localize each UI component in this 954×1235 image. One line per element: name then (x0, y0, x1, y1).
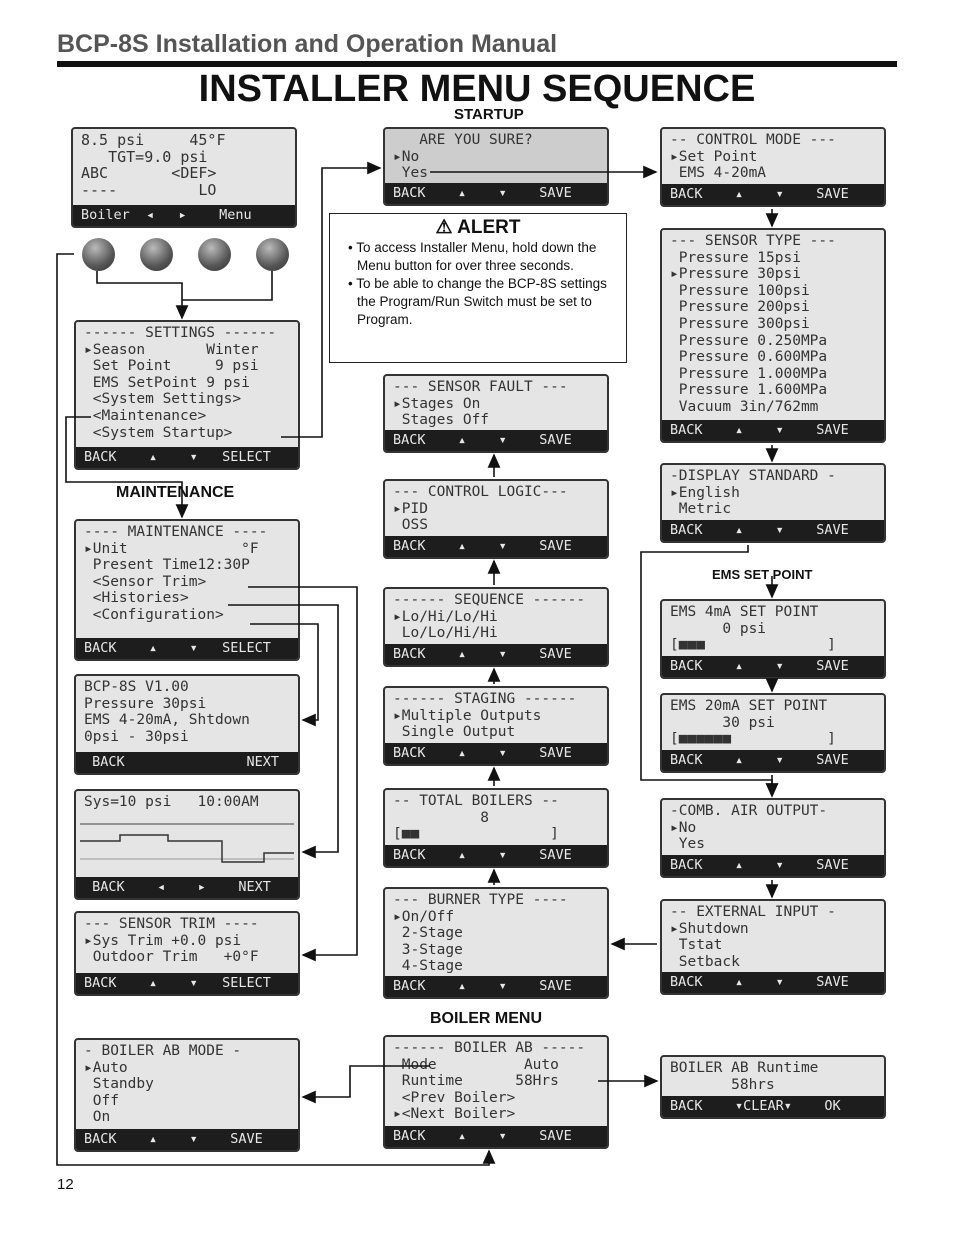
screen-line: ▸On/Off (393, 908, 455, 925)
screen-line: ------ SETTINGS ------ (84, 325, 277, 341)
soft-key-bar[interactable]: BACK ▴ ▾ SAVE (76, 1129, 298, 1150)
soft-key-bar[interactable]: BACK ▴ ▾ SELECT (76, 447, 298, 468)
screen-line: - BOILER AB MODE - (84, 1043, 242, 1059)
screen-line: ▸<Next Boiler> (393, 1106, 516, 1123)
screen-line: Lo/Lo/Hi/Hi (393, 625, 498, 642)
screen-line: 8 (393, 809, 490, 826)
soft-key-bar[interactable]: BACK ▴ ▾ SAVE (385, 536, 607, 557)
soft-key-bar[interactable]: BACK ▴ ▾ SELECT (76, 638, 298, 659)
document-title: BCP-8S Installation and Operation Manual (57, 30, 558, 58)
screen-line: ▸No (670, 819, 697, 836)
screen-line: OSS (393, 517, 428, 534)
screen-line: Yes (670, 836, 705, 853)
page-number: 12 (57, 1176, 74, 1193)
screen-line: -- CONTROL MODE --- (670, 132, 836, 148)
screen-line: ▸Sys Trim +0.0 psi (84, 932, 242, 949)
screen-line: ▸Set Point (670, 148, 758, 165)
screen-line: Stages Off (393, 412, 490, 429)
maintenance-label: MAINTENANCE (116, 484, 235, 501)
screen-line: Runtime 58Hrs (393, 1073, 559, 1090)
screen-line: Tstat (670, 937, 723, 954)
screen-line: Pressure 0.600MPa (670, 349, 828, 366)
soft-key-bar[interactable]: BACK ▴ ▾ SELECT (76, 973, 298, 994)
startup-label: STARTUP (454, 106, 524, 123)
screen-line: ------ BOILER AB ----- (393, 1040, 586, 1056)
screen-line: Pressure 300psi (670, 315, 810, 332)
screen-line: ▸Unit °F (84, 540, 259, 557)
page-title: INSTALLER MENU SEQUENCE (198, 68, 756, 110)
screen-line: Pressure 100psi (670, 282, 810, 299)
soft-key-bar[interactable]: BACK ▴ ▾ SAVE (662, 972, 884, 993)
screen-line: Yes (393, 165, 428, 182)
soft-key-bar[interactable]: BACK ▴ ▾ SAVE (385, 430, 607, 451)
screen-line: 30 psi (670, 714, 775, 731)
screen-line: Pressure 200psi (670, 299, 810, 316)
screen-line: Standby (84, 1076, 154, 1093)
screen-line: Single Output (393, 724, 516, 741)
screen-line: <Histories> (84, 590, 189, 607)
screen-line: [■■ ] (393, 826, 559, 843)
screen-line: -COMB. AIR OUTPUT- (670, 803, 828, 819)
screen-line: ▸Pressure 30psi (670, 266, 801, 283)
soft-key-bar[interactable]: BACK ▴ ▾ SAVE (662, 184, 884, 205)
screen-line: ---- LO (81, 180, 217, 199)
soft-key-bar[interactable]: BACK ▴ ▾ SAVE (662, 855, 884, 876)
soft-key-bar[interactable]: BACK ▴ ▾ SAVE (385, 1126, 607, 1147)
screen-line: EMS 4mA SET POINT (670, 604, 819, 620)
screen-line: [■■■■■■ ] (670, 731, 836, 748)
screen-line: EMS 20mA SET POINT (670, 698, 828, 714)
screen-line: On (84, 1109, 111, 1126)
alert-item: • To access Installer Menu, hold down the Menu button for over three seconds. (348, 240, 597, 273)
screen-line: Vacuum 3in/762mm (670, 398, 819, 415)
screen-line: 2-Stage (393, 925, 463, 942)
soft-key-bar[interactable]: BACK ▴ ▾ SAVE (385, 644, 607, 665)
screen-line: Set Point 9 psi (84, 358, 259, 375)
screen-line: Present Time12:30P (84, 557, 250, 574)
screen-line: --- BURNER TYPE ---- (393, 892, 568, 908)
screen-line: Pressure 0.250MPa (670, 332, 828, 349)
screen-line: 4-Stage (393, 958, 463, 975)
soft-key-bar[interactable]: BACK ▴ ▾ SAVE (662, 420, 884, 441)
screen-line: Setback (670, 953, 740, 970)
screen-line: ARE YOU SURE? (393, 132, 533, 148)
soft-key-bar[interactable]: Boiler ◂ ▸ Menu (73, 205, 295, 226)
screen-line: ABC <DEF> (81, 164, 217, 183)
soft-key-bar[interactable]: BACK ▾CLEAR▾ OK (662, 1096, 884, 1117)
screen-line: -- TOTAL BOILERS -- (393, 793, 559, 809)
screen-line: Off (84, 1092, 119, 1109)
screen-line: 8.5 psi 45°F (81, 131, 226, 149)
screen-line: EMS 4-20mA (670, 165, 767, 182)
alert-title: ALERT (457, 217, 521, 238)
screen-line: <Prev Boiler> (393, 1089, 516, 1106)
screen-line: --- SENSOR FAULT --- (393, 379, 568, 395)
screen-line: Mode Auto (393, 1056, 559, 1073)
screen-line: <Configuration> (84, 606, 224, 623)
screen-line: -- EXTERNAL INPUT - (670, 904, 836, 920)
screen-line: ------ STAGING ------ (393, 691, 577, 707)
screen-line: Pressure 1.600MPa (670, 382, 828, 399)
screen-line: Pressure 15psi (670, 249, 801, 266)
screen-line: 0psi - 30psi (84, 728, 189, 745)
soft-key-bar[interactable]: BACK ◂ ▸ NEXT (76, 877, 298, 898)
screen-line: EMS 4-20mA, Shtdown (84, 712, 250, 729)
screen-line: --- SENSOR TRIM ---- (84, 916, 259, 932)
screen-line: BCP-8S V1.00 (84, 679, 189, 695)
screen-line: EMS SetPoint 9 psi (84, 374, 250, 391)
screen-line: 0 psi (670, 620, 767, 637)
ems-set-point-label: EMS SET POINT (712, 567, 813, 582)
soft-key-bar[interactable]: BACK ▴ ▾ SAVE (662, 656, 884, 677)
screen-line: -DISPLAY STANDARD - (670, 468, 836, 484)
screen-line: --- CONTROL LOGIC--- (393, 484, 568, 500)
screen-line: ------ SEQUENCE ------ (393, 592, 586, 608)
screen-line: ▸Multiple Outputs (393, 707, 542, 724)
screen-line: <System Settings> (84, 391, 242, 408)
screen-line: ▸No (393, 148, 420, 165)
boiler-menu-label: BOILER MENU (430, 1010, 542, 1027)
screen-line: [■■■ ] (670, 637, 836, 654)
screen-line: --- SENSOR TYPE --- (670, 233, 836, 249)
soft-key-bar[interactable]: BACK ▴ ▾ SAVE (385, 976, 607, 997)
screen-line: <Sensor Trim> (84, 573, 207, 590)
screen-line: ▸Lo/Hi/Lo/Hi (393, 608, 498, 625)
soft-key-bar[interactable]: BACK NEXT (76, 752, 298, 773)
screen-line: Metric (670, 501, 732, 518)
screen-line: <System Startup> (84, 424, 233, 441)
soft-key-bar[interactable]: BACK ▴ ▾ SAVE (662, 750, 884, 771)
warning-icon: ⚠ (435, 217, 453, 238)
soft-key-bar[interactable]: BACK ▴ ▾ SAVE (385, 743, 607, 764)
screen-line: ▸Shutdown (670, 920, 749, 937)
screen-line: 3-Stage (393, 941, 463, 958)
screen-line: Pressure 1.000MPa (670, 365, 828, 382)
screen-line: TGT=9.0 psi (81, 147, 208, 166)
screen-line: ▸Auto (84, 1059, 128, 1076)
soft-key-bar[interactable]: BACK ▴ ▾ SAVE (662, 520, 884, 541)
screen-line: ▸PID (393, 500, 428, 517)
screen-line: Outdoor Trim +0°F (84, 949, 259, 966)
soft-key-bar[interactable]: BACK ▴ ▾ SAVE (385, 845, 607, 866)
screen-line: Pressure 30psi (84, 695, 207, 712)
screen-line: ▸Stages On (393, 395, 481, 412)
alert-item: • To be able to change the BCP-8S settings the Program/Run Switch must be set to Program. (348, 276, 607, 327)
screen-line: ---- MAINTENANCE ---- (84, 524, 268, 540)
screen-line: ▸Season Winter (84, 341, 259, 358)
screen-line: <Maintenance> (84, 407, 207, 424)
soft-key-bar[interactable]: BACK ▴ ▾ SAVE (385, 183, 607, 204)
screen-line: Sys=10 psi 10:00AM (84, 794, 259, 810)
screen-line: ▸English (670, 484, 740, 501)
screen-line: BOILER AB Runtime (670, 1060, 819, 1076)
screen-line: 58hrs (670, 1076, 775, 1093)
